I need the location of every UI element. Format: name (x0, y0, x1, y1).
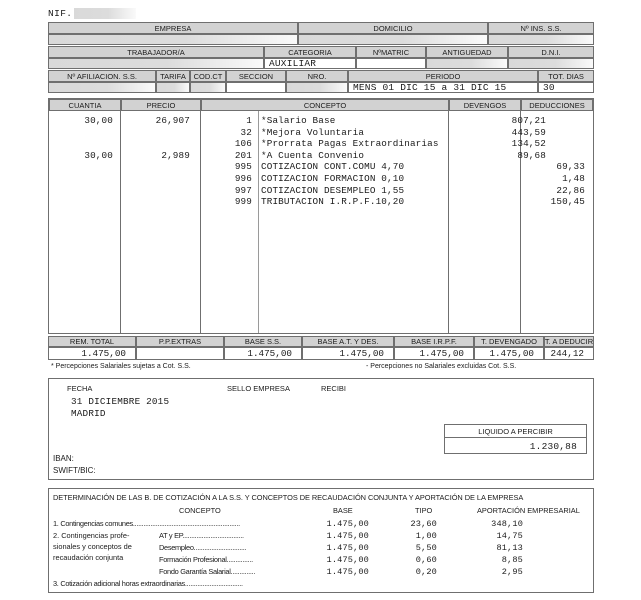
row-devengos: 89,68 (517, 149, 546, 161)
row-cuantia: 30,00 (84, 149, 113, 161)
cotiz-row3-label: 3. Cotización adicional horas extraordinarias................................. (53, 579, 243, 588)
row-code: 999 (234, 196, 252, 208)
row-concept: COTIZACION CONT.COMU 4,70 (261, 161, 405, 173)
cotiz-sub-aportacion-at-ep: 14,75 (496, 531, 523, 541)
total-value-base-irpf: 1.475,00 (394, 347, 474, 360)
receipt-block (48, 378, 594, 480)
fecha-label: FECHA (67, 384, 93, 393)
cotiz-sub-tipo-desempleo: 5,50 (415, 543, 437, 553)
header-label-matricula: NºMATRIC (356, 46, 426, 58)
lugar-value: MADRID (71, 408, 106, 419)
header-value-trabajador (48, 58, 264, 69)
header-value-empresa (48, 34, 298, 45)
fecha-value: 31 DICIEMBRE 2015 (71, 396, 170, 407)
header-label-domicilio: DOMICILIO (298, 22, 488, 34)
total-label-t-devengado: T. DEVENGADO (474, 336, 544, 347)
header-value-periodo: MENS 01 DIC 15 a 31 DIC 15 (353, 82, 507, 93)
header-value-dni (508, 58, 594, 69)
row-deducciones: 150,45 (550, 196, 585, 208)
row-cuantia: 30,00 (84, 115, 113, 126)
cotiz-sub-tipo-fogasa: 0,20 (415, 567, 437, 577)
header-label-trabajador: TRABAJADOR/A (48, 46, 264, 58)
col-header-devengos: DEVENGOS (449, 99, 521, 111)
cotiz-sub-label-desempleo: Desempleo.............................. (159, 543, 247, 552)
table-row (49, 127, 593, 139)
row-precio: 2,989 (161, 149, 190, 161)
cotiz-sub-tipo-at-ep: 1,00 (415, 531, 437, 541)
table-row (49, 196, 593, 208)
cotiz-sub-aportacion-fogasa: 2,95 (501, 567, 523, 577)
row-code: 32 (240, 126, 252, 138)
header-label-afiliacion: Nº AFILIACION. S.S. (48, 70, 156, 82)
row-code: 106 (234, 138, 252, 150)
liquido-a-percibir-label: LIQUIDO A PERCIBIR (445, 425, 586, 438)
row-concept: COTIZACION FORMACION 0,10 (261, 173, 405, 184)
total-label-base-irpf: BASE I.R.P.F. (394, 336, 474, 347)
cotiz-sub-tipo-formacion: 0,60 (415, 555, 437, 565)
payslip-document (48, 0, 594, 600)
header-value-domicilio (298, 34, 488, 45)
col-header-cuantia: CUANTIA (49, 99, 121, 111)
cotiz-row1-base: 1.475,00 (326, 519, 369, 529)
cotizacion-block (48, 488, 594, 593)
row-code: 995 (234, 161, 252, 173)
liquido-a-percibir-box (444, 424, 587, 454)
row-code: 997 (234, 184, 252, 196)
row-concept: *Salario Base (261, 115, 336, 126)
total-label-rem-total: REM. TOTAL (48, 336, 136, 347)
header-value-num-ins-ss (488, 34, 594, 45)
total-label-pp-extras: P.P.EXTRAS (136, 336, 224, 347)
total-value-t-devengado: 1.475,00 (474, 347, 544, 360)
cotiz-col-base: BASE (333, 506, 353, 515)
nif-label: NIF. (48, 8, 73, 19)
row-code: 201 (234, 149, 252, 161)
table-row (49, 115, 593, 127)
table-row (49, 185, 593, 197)
header-value-nro (286, 82, 348, 93)
row-code: 996 (234, 173, 252, 184)
row-concept: COTIZACION DESEMPLEO 1,55 (261, 184, 405, 196)
cotiz-sub-label-at-ep: AT y EP................................... (159, 531, 244, 540)
header-label-seccion: SECCION (226, 70, 286, 82)
header-value-categoria: AUXILIAR (269, 58, 317, 69)
col-header-precio: PRECIO (121, 99, 201, 111)
header-value-seccion (226, 82, 286, 93)
total-label-t-a-deducir: T. A DEDUCIR (544, 337, 594, 346)
header-value-afiliacion (48, 82, 156, 93)
header-label-periodo: PERIODO (348, 70, 538, 82)
row-devengos: 807,21 (511, 115, 546, 126)
row-concept: *Mejora Voluntaria (261, 126, 365, 138)
cotizacion-title: DETERMINACIÓN DE LAS B. DE COTIZACIÓN A LA S.S. Y CONCEPTOS DE RECAUDACIÓN CONJUNTA Y APORTACIÓN DE LA EMPRESA (53, 493, 524, 502)
header-label-categoria: CATEGORIA (264, 46, 356, 58)
cotiz-sub-aportacion-desempleo: 81,13 (496, 543, 523, 553)
row-deducciones: 69,33 (556, 161, 585, 173)
header-label-antiguedad: ANTIGUEDAD (426, 46, 508, 58)
iban-label: IBAN: (53, 454, 74, 463)
row-concept: *Prorrata Pagas Extraordinarias (261, 138, 439, 150)
cotiz-row1-tipo: 23,60 (410, 519, 437, 529)
row-deducciones: 22,86 (556, 184, 585, 196)
total-value-t-a-deducir: 244,12 (544, 347, 594, 360)
header-label-num-ins-ss: Nº INS. S.S. (488, 22, 594, 34)
table-row (49, 161, 593, 173)
liquido-a-percibir-value: 1.230,88 (529, 440, 577, 452)
cotiz-sub-base-formacion: 1.475,00 (326, 555, 369, 565)
total-label-base-at-des: BASE A.T. Y DES. (302, 336, 394, 347)
header-value-matricula (356, 58, 426, 69)
swift-label: SWIFT/BIC: (53, 466, 96, 475)
cotiz-sub-base-desempleo: 1.475,00 (326, 543, 369, 553)
cotiz-sub-label-formacion: Formación Profesional............... (159, 555, 253, 564)
header-value-antiguedad (426, 58, 508, 69)
row-concept: *A Cuenta Convenio (261, 149, 365, 161)
cotiz-sub-base-fogasa: 1.475,00 (326, 567, 369, 577)
row-code: 1 (246, 115, 252, 126)
footnote-left: * Percepciones Salariales sujetas a Cot. S.S. (51, 363, 191, 370)
cotiz-sub-base-at-ep: 1.475,00 (326, 531, 369, 541)
cotiz-group2-line1: 2. Contingencias profe- (53, 531, 130, 540)
row-precio: 26,907 (155, 115, 190, 126)
header-label-empresa: EMPRESA (48, 22, 298, 34)
cotiz-group2-line2: sionales y conceptos de (53, 542, 132, 551)
cotiz-row1-label: 1. Contingencias comunes............................................................. (53, 519, 240, 528)
footnotes (48, 363, 594, 375)
cotiz-sub-aportacion-formacion: 8,85 (501, 555, 523, 565)
sello-empresa-label: SELLO EMPRESA (227, 384, 290, 393)
row-deducciones: 1,48 (562, 173, 585, 184)
concepts-table-body (49, 111, 593, 333)
header-label-dni: D.N.I. (508, 46, 594, 58)
footnote-right: - Percepciones no Salariales excluidas Cot. S.S. (366, 363, 517, 370)
cotiz-col-tipo: TIPO (415, 506, 433, 515)
cotiz-row1-aportacion: 348,10 (491, 519, 523, 529)
row-devengos: 134,52 (511, 138, 546, 150)
nif-redaction (74, 8, 136, 19)
header-label-cod-ct: COD.CT (190, 70, 226, 82)
header-label-tarifa: TARIFA (156, 70, 190, 82)
total-label-base-ss: BASE S.S. (224, 336, 302, 347)
table-row (49, 138, 593, 150)
total-value-base-at-des: 1.475,00 (302, 347, 394, 360)
header-label-nro: NRO. (286, 70, 348, 82)
total-value-rem-total: 1.475,00 (48, 347, 136, 360)
employer-employee-header (48, 22, 594, 93)
cotiz-group2-line3: recaudación conjunta (53, 553, 124, 562)
header-label-tot-dias: TOT. DIAS (538, 70, 594, 82)
table-row (49, 150, 593, 162)
row-devengos: 443,59 (511, 126, 546, 138)
table-row (49, 173, 593, 185)
header-value-cod-ct (190, 82, 226, 93)
row-concept: TRIBUTACION I.R.P.F.10,20 (261, 196, 405, 208)
total-value-pp-extras (136, 347, 224, 360)
header-value-tot-dias: 30 (543, 82, 555, 93)
total-value-base-ss: 1.475,00 (224, 347, 302, 360)
cotiz-sub-label-fogasa: Fondo Garantía Salarial.............. (159, 567, 256, 576)
cotiz-col-aportacion: APORTACIÓN EMPRESARIAL (477, 506, 580, 515)
concepts-table (48, 98, 594, 334)
col-header-concepto: CONCEPTO (201, 99, 449, 111)
col-header-deducciones: DEDUCCIONES (521, 99, 593, 111)
recibi-label: RECIBI (321, 384, 347, 393)
totals-row (48, 336, 594, 360)
concepts-table-header (49, 99, 593, 111)
cotiz-col-concepto: CONCEPTO (179, 506, 221, 515)
header-value-tarifa (156, 82, 190, 93)
